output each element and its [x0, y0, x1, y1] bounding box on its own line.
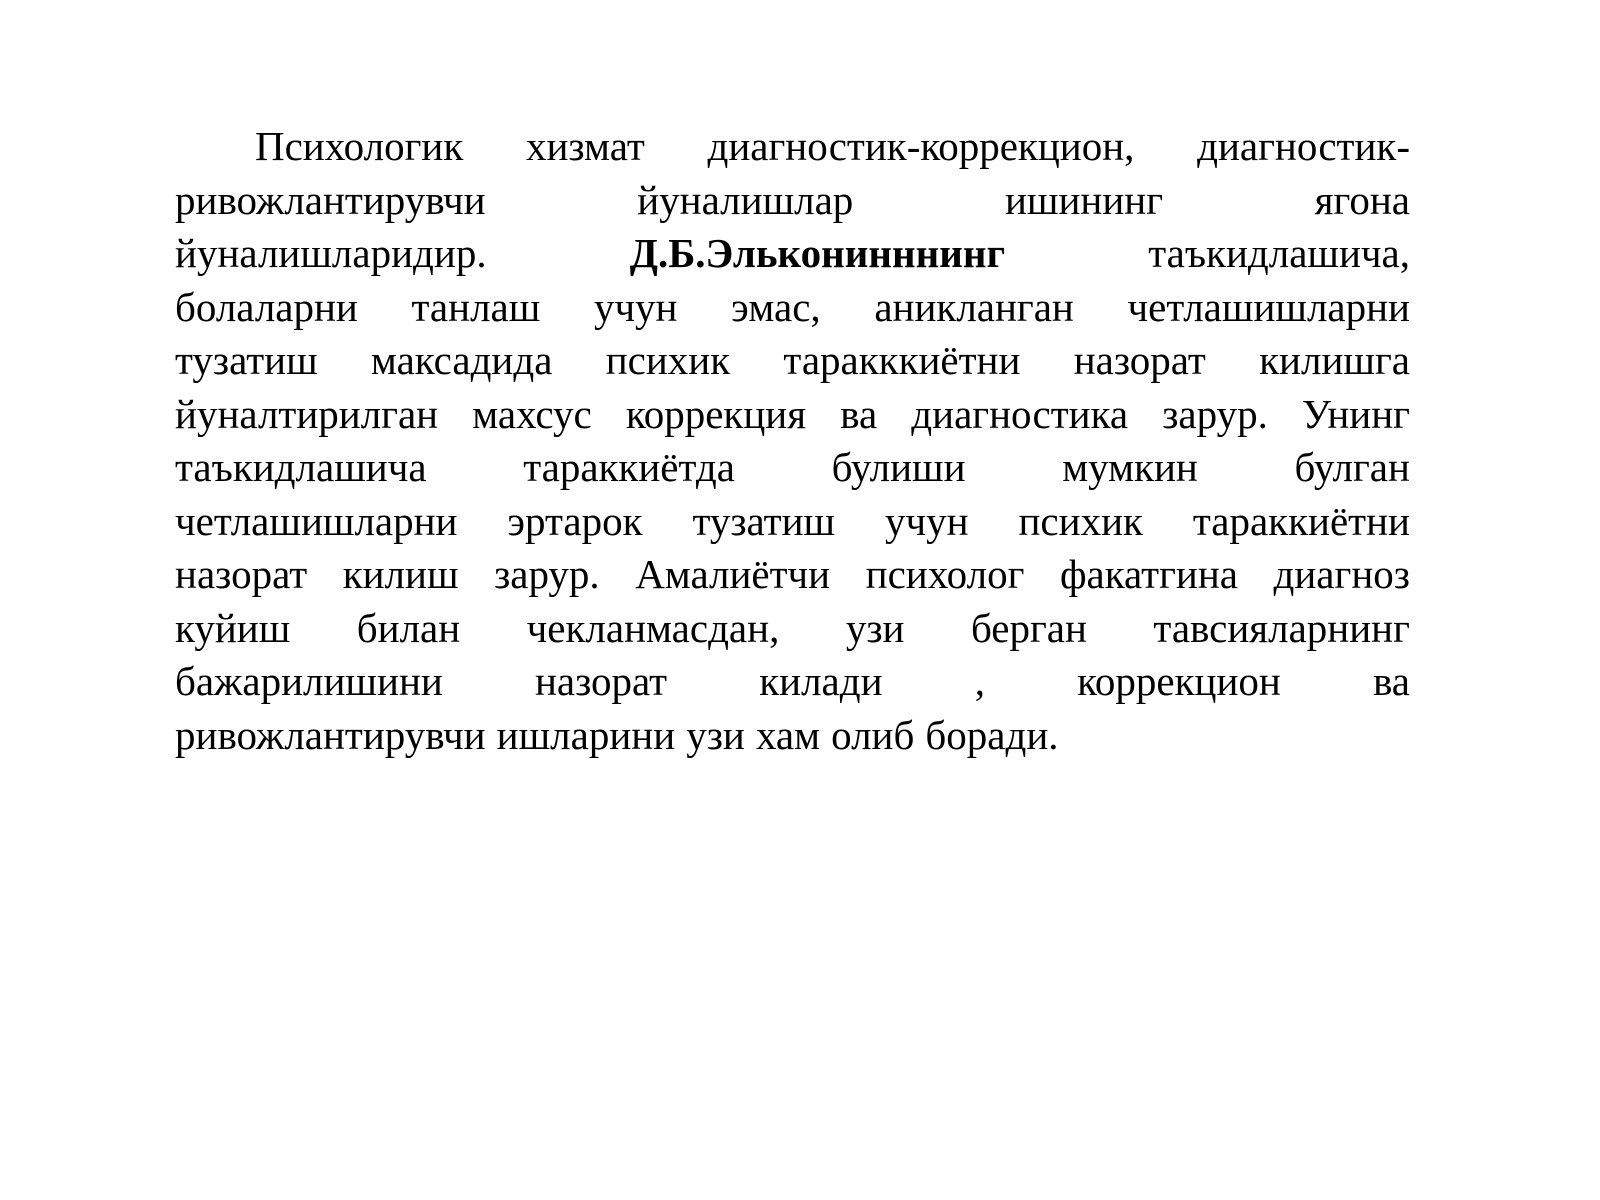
word: тавсияларнинг	[1153, 604, 1410, 651]
word: мумкин	[1062, 444, 1198, 490]
text-line	[175, 174, 1410, 228]
word: ,	[974, 658, 985, 704]
word: танлаш	[411, 283, 541, 330]
word: болаларни	[175, 283, 358, 330]
text-line	[175, 495, 1410, 549]
word: бажарилишини	[175, 658, 443, 704]
text-line	[175, 709, 1410, 763]
word: четлашишларни	[175, 497, 458, 544]
word: тузатиш	[175, 337, 318, 383]
text-line	[175, 548, 1410, 602]
word: эмас,	[731, 283, 821, 330]
word: тузатиш	[692, 497, 836, 544]
word: коррекцион	[1077, 658, 1281, 704]
word: олиб	[831, 711, 915, 758]
word: узи	[845, 604, 905, 651]
word: узи	[686, 711, 745, 758]
word: махсус	[472, 390, 592, 437]
word: ривожлантирувчи	[175, 176, 486, 223]
word: диагностик-	[1197, 123, 1410, 169]
word: ва	[1372, 658, 1410, 704]
text-line	[175, 441, 1410, 495]
text-line	[175, 281, 1410, 335]
word: зарур.	[1162, 390, 1268, 437]
word: таъкидлашича,	[1148, 230, 1410, 276]
author-name: Д.Б.Эльконинннинг	[629, 230, 1006, 276]
word: Психологик	[255, 123, 464, 169]
text-line	[175, 388, 1410, 442]
text-line	[175, 602, 1410, 656]
word: диагноз	[1273, 551, 1410, 597]
word: психик	[1018, 497, 1143, 544]
word: булган	[1294, 444, 1410, 490]
word: килади	[759, 658, 883, 704]
word: коррекция	[625, 390, 807, 437]
word: четлашишларни	[1127, 283, 1410, 330]
word: диагностик-коррекцион,	[707, 123, 1135, 169]
word: килишга	[1259, 337, 1410, 383]
word: максадида	[370, 337, 553, 383]
word: чекланмасдан,	[526, 604, 780, 651]
word: ишларини	[496, 711, 676, 758]
word: йуналишлар	[637, 176, 854, 223]
text-line	[175, 227, 1410, 281]
word: назорат	[1073, 337, 1206, 383]
word: учун	[593, 283, 678, 330]
word: боради.	[925, 711, 1059, 758]
word: ягона	[1314, 176, 1410, 223]
word: билан	[356, 604, 461, 651]
word: хизмат	[525, 123, 645, 169]
word: ривожлантирувчи	[175, 711, 486, 758]
text-line	[175, 120, 1410, 174]
word: ишининг	[1004, 176, 1164, 223]
word: зарур.	[494, 551, 600, 597]
word: тараккиётда	[523, 444, 735, 490]
word: диагностика	[911, 390, 1129, 437]
word: факатгина	[1059, 551, 1238, 597]
text-line	[175, 334, 1410, 388]
word: куйиш	[175, 604, 291, 651]
word: хам	[755, 711, 821, 758]
word: йуналишларидир.	[175, 230, 487, 276]
word: учун	[885, 497, 969, 544]
word: килиш	[342, 551, 459, 597]
word: эртарок	[507, 497, 643, 544]
word: таракккиётни	[783, 337, 1021, 383]
word: йуналтирилган	[175, 390, 439, 437]
word: психик	[605, 337, 731, 383]
text-line	[175, 655, 1410, 709]
word: тараккиётни	[1192, 497, 1410, 544]
word: таъкидлашича	[175, 444, 427, 490]
paragraph	[175, 120, 1410, 762]
word: назорат	[534, 658, 668, 704]
word: берган	[970, 604, 1087, 651]
word: аникланган	[874, 283, 1074, 330]
word: назорат	[175, 551, 308, 597]
word: ва	[840, 390, 878, 437]
word: психолог	[865, 551, 1025, 597]
word: Унинг	[1301, 390, 1410, 437]
word: Амалиётчи	[635, 551, 831, 597]
word: булиши	[831, 444, 966, 490]
